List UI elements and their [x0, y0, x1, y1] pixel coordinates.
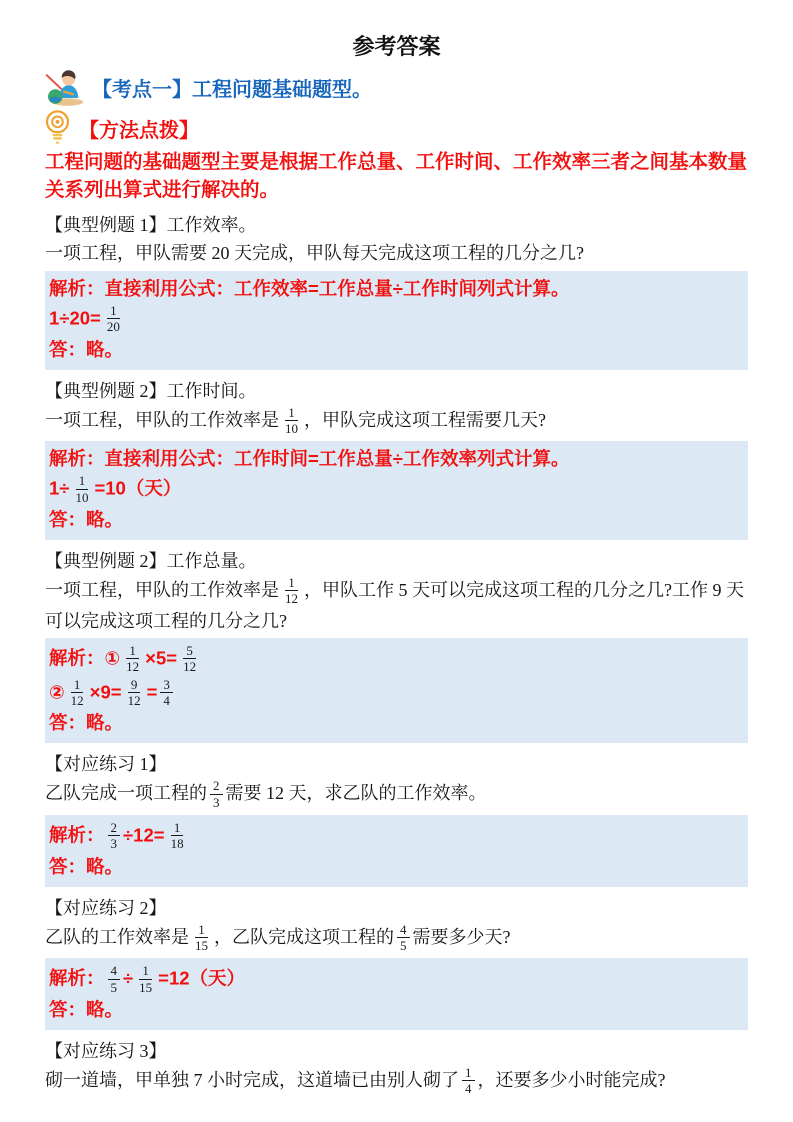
example-1-heading: 【典型例题 1】工作效率。 [45, 215, 257, 236]
method-heading-row [43, 109, 748, 147]
text-run: 解析：直接利用公式：工作效率=工作总量÷工作时间列式计算。 [49, 278, 570, 299]
text-run: 一项工程，甲队的工作效率是 [45, 409, 279, 430]
fraction: $\frac{2}{3}$ [108, 820, 121, 852]
exercise-1-solution-box [45, 815, 748, 887]
solution-line [49, 855, 740, 880]
text-run: 解析：① [49, 647, 121, 669]
fraction: $\frac{5}{12}$ [183, 643, 197, 675]
text-run: 砌一道墙，甲单独 7 小时完成，这道墙已由别人砌了 [45, 1069, 459, 1090]
text-run: 需要多少天? [412, 926, 511, 947]
fraction: $\frac{9}{12}$ [127, 676, 141, 709]
fraction: $\frac{3}{4}$ [160, 677, 173, 709]
text-run: 解析： [49, 824, 105, 846]
example-1-question [45, 240, 748, 267]
text-run: ÷12= [123, 824, 165, 846]
exercise-2-solution-box [45, 958, 748, 1030]
text-run: 解析： [49, 968, 105, 990]
exercise-1 [45, 750, 748, 886]
example-2-solution-box [45, 441, 748, 540]
solution-line [49, 998, 740, 1023]
fraction: $\frac{4}{5}$ [108, 963, 121, 995]
exercise-1-question [45, 779, 748, 811]
fraction: $\frac{1}{12}$ [70, 676, 84, 709]
fraction: $\frac{1}{15}$ [139, 963, 153, 995]
solution-line [49, 474, 740, 506]
fraction: $\frac{1}{20}$ [106, 302, 120, 335]
example-3 [45, 547, 748, 744]
text-run: ÷ [123, 968, 134, 990]
lightbulb-icon [43, 109, 72, 147]
text-run: 乙队的工作效率是 [45, 926, 189, 947]
text-run: 解析：直接利用公式：工作时间=工作总量÷工作效率列式计算。 [49, 448, 570, 470]
solution-line [49, 821, 740, 853]
fraction: $\frac{2}{3}$ [210, 778, 223, 810]
fraction: $\frac{1}{18}$ [170, 820, 184, 852]
fraction: $\frac{1}{15}$ [195, 921, 208, 954]
exercise-3-question [45, 1066, 748, 1098]
text-run: ② [49, 681, 65, 703]
example-2-heading: 【典型例题 2】工作时间。 [45, 380, 257, 401]
solution-line [49, 644, 740, 676]
text-run: 1÷ [49, 477, 70, 499]
solution-line [49, 304, 740, 336]
solution-line [49, 277, 740, 302]
text-run: ，甲队工作 5 天可以完成这项工程的几分之几?工作 9 天可以完成这项工程的几分之几? [45, 579, 744, 631]
kaodian-heading-label: 【考点一】工程问题基础题型。 [92, 78, 372, 101]
solution-line [49, 508, 740, 533]
exercise-2-heading: 【对应练习 2】 [45, 897, 167, 918]
kaodian-heading-row [43, 67, 748, 107]
example-3-solution-box [45, 638, 748, 743]
text-run: 需要 12 天，求乙队的工作效率。 [225, 783, 487, 804]
fraction: $\frac{1}{10}$ [75, 473, 89, 505]
fraction: $\frac{1}{12}$ [126, 643, 140, 675]
text-run: =12（天） [158, 968, 246, 990]
text-run: 答：略。 [49, 712, 124, 734]
fraction: $\frac{1}{10}$ [285, 404, 298, 436]
text-run: ×9= [89, 681, 122, 703]
text-run: 答：略。 [49, 855, 124, 877]
solution-line [49, 964, 740, 996]
text-run: = [146, 681, 158, 703]
fraction: $\frac{1}{12}$ [285, 574, 298, 607]
text-run: ，乙队完成这项工程的 [214, 926, 394, 947]
text-run: 答：略。 [49, 508, 124, 530]
exercise-3 [45, 1037, 748, 1098]
text-run: ，甲队完成这项工程需要几天? [304, 409, 546, 430]
exercise-1-heading: 【对应练习 1】 [45, 754, 167, 775]
example-3-heading: 【典型例题 2】工作总量。 [45, 550, 257, 571]
method-note: 工程问题的基础题型主要是根据工作总量、工作时间、工作效率三者之间基本数量关系列出算式进行解决的。 [45, 151, 748, 201]
example-2 [45, 377, 748, 540]
teacher-icon [43, 67, 85, 107]
text-run: =10（天） [94, 477, 182, 499]
example-3-question [45, 576, 748, 634]
text-run: 乙队完成一项工程的 [45, 783, 207, 804]
solution-line [49, 711, 740, 736]
exercise-2 [45, 894, 748, 1030]
text-run: ×5= [145, 647, 178, 669]
fraction: $\frac{1}{4}$ [462, 1065, 475, 1097]
exercise-3-heading: 【对应练习 3】 [45, 1040, 167, 1061]
example-2-question [45, 406, 748, 438]
text-run: 一项工程，甲队需要 20 天完成，甲队每天完成这项工程的几分之几? [45, 243, 584, 264]
text-run: 答：略。 [49, 999, 124, 1020]
page-title: 参考答案 [352, 34, 441, 59]
text-run: 答：略。 [49, 338, 124, 360]
fraction: $\frac{4}{5}$ [397, 922, 410, 954]
text-run: 1÷20= [49, 307, 101, 329]
text-run: 一项工程，甲队的工作效率是 [45, 579, 279, 600]
exercise-2-question [45, 923, 748, 955]
example-1 [45, 211, 748, 369]
solution-line [49, 447, 740, 472]
solution-line [49, 338, 740, 363]
method-heading-label: 【方法点拨】 [79, 119, 199, 142]
text-run: ，还要多少小时能完成? [477, 1069, 666, 1090]
example-1-solution-box [45, 271, 748, 370]
solution-line [49, 678, 740, 710]
